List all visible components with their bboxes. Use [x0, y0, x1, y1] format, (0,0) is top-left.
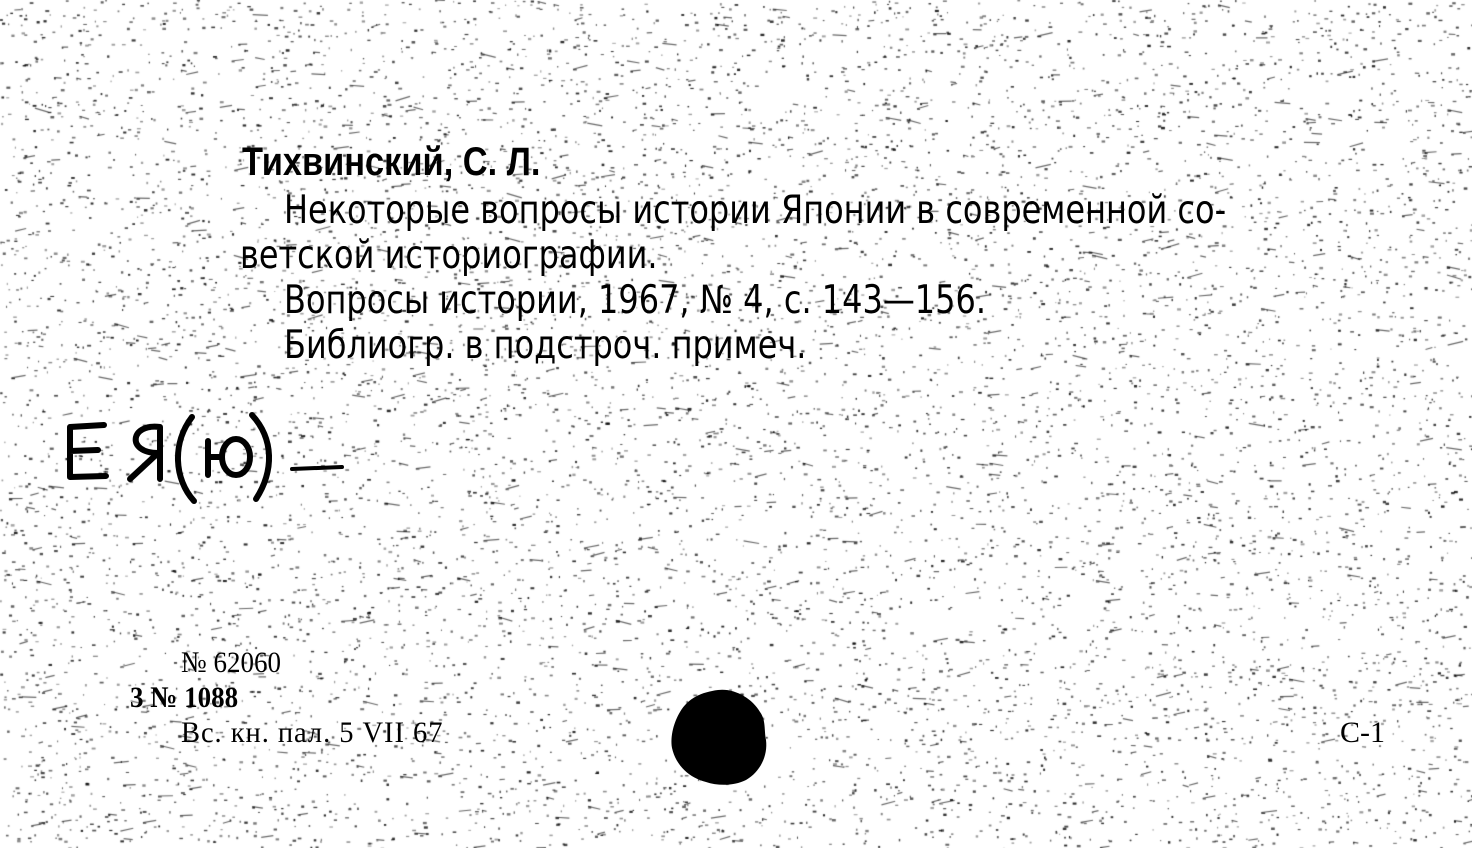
author-name: Тихвинский, С. Л.: [242, 140, 541, 184]
title-line-2: ветской историографии.: [240, 233, 658, 278]
bibliography-note: Библиогр. в подстроч. примеч.: [284, 323, 807, 368]
accession-number: № 62060: [181, 646, 282, 679]
card-code: С-1: [1340, 716, 1385, 749]
handwritten-classification-mark: [60, 405, 350, 505]
print-info: Вс. кн. пал. 5 VII 67: [181, 716, 444, 749]
order-number: 3 № 1088: [130, 681, 239, 714]
source-citation: Вопросы истории, 1967, № 4, с. 143—156.: [284, 278, 987, 323]
punch-hole: [668, 686, 770, 788]
title-line-1: Некоторые вопросы истории Японии в современной со-: [284, 188, 1227, 233]
